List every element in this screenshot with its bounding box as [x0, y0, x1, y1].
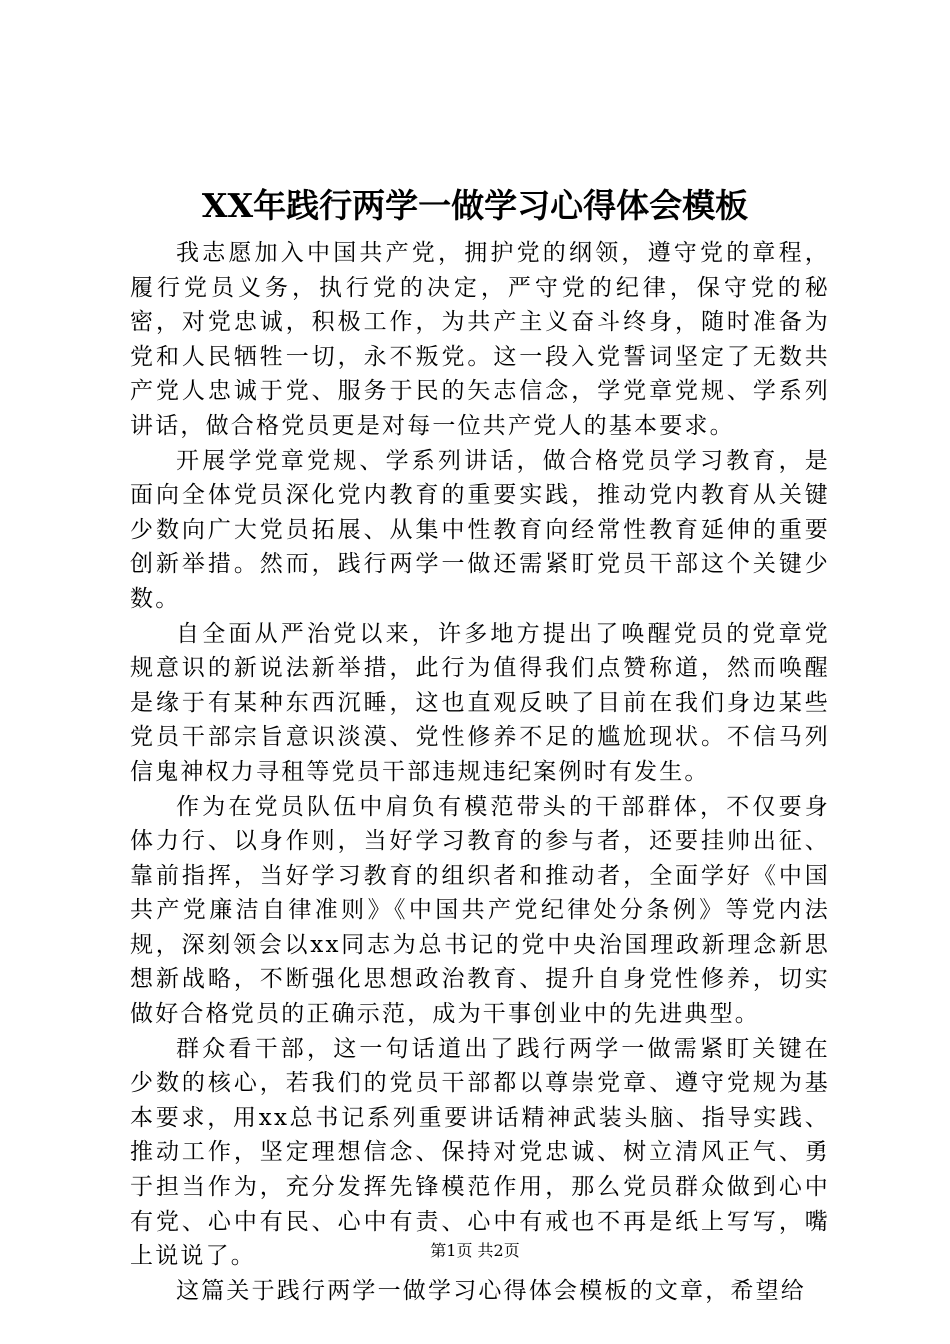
document-title: XX年践行两学一做学习心得体会模板: [201, 186, 749, 225]
paragraph-discipline: 自全面从严治党以来，许多地方提出了唤醒党员的党章党规意识的新说法新举措，此行为值得我们点赞称道，然而唤醒是缘于有某种东西沉睡，这也直观反映了目前在我们身边某些党员干部宗旨意识淡漠、党性修养不足的尴尬现状。不信马列信鬼神权力寻租等党员干部违规违纪案例时有发生。: [130, 620, 830, 785]
page-number-footer: 第1页 共2页: [430, 1241, 520, 1260]
paragraph-cadres: 作为在党员队伍中肩负有模范带头的干部群体，不仅要身体力行、以身作则，当好学习教育的参与者，还要挂帅出征、靠前指挥，当好学习教育的组织者和推动者，全面学好《中国共产党廉洁自律准则》《中国共产党纪律处分条例》等党内法规，深刻领会以xx同志为总书记的党中央治国理政新理念新思想新战略，不断强化思想政治教育、提升自身党性修养，切实做好合格党员的正确示范，成为干事创业中的先进典型。: [130, 793, 830, 1028]
paragraph-masses: 群众看干部，这一句话道出了践行两学一做需紧盯关键在少数的核心，若我们的党员干部都以尊崇党章、遵守党规为基本要求，用xx总书记系列重要讲话精神武装头脑、指导实践、推动工作，坚定理想信念、保持对党忠诚、树立清风正气、勇于担当作为，充分发挥先锋模范作用，那么党员群众做到心中有党、心中有民、心中有责、心中有戒也不再是纸上写写，嘴上说说了。: [130, 1035, 830, 1270]
document-body: [130, 236, 830, 1308]
paragraph-closing: 这篇关于践行两学一做学习心得体会模板的文章，希望给: [176, 1277, 806, 1304]
paragraph-education: 开展学党章党规、学系列讲话，做合格党员学习教育，是面向全体党员深化党内教育的重要实践，推动党内教育从关键少数向广大党员拓展、从集中性教育向经常性教育延伸的重要创新举措。然而，践行两学一做还需紧盯党员干部这个关键少数。: [130, 447, 830, 612]
paragraph-oath: 我志愿加入中国共产党，拥护党的纲领，遵守党的章程，履行党员义务，执行党的决定，严守党的纪律，保守党的秘密，对党忠诚，积极工作，为共产主义奋斗终身，随时准备为党和人民牺牲一切，永不叛党。这一段入党誓词坚定了无数共产党人忠诚于党、服务于民的矢志信念，学党章党规、学系列讲话，做合格党员更是对每一位共产党人的基本要求。: [130, 240, 830, 439]
